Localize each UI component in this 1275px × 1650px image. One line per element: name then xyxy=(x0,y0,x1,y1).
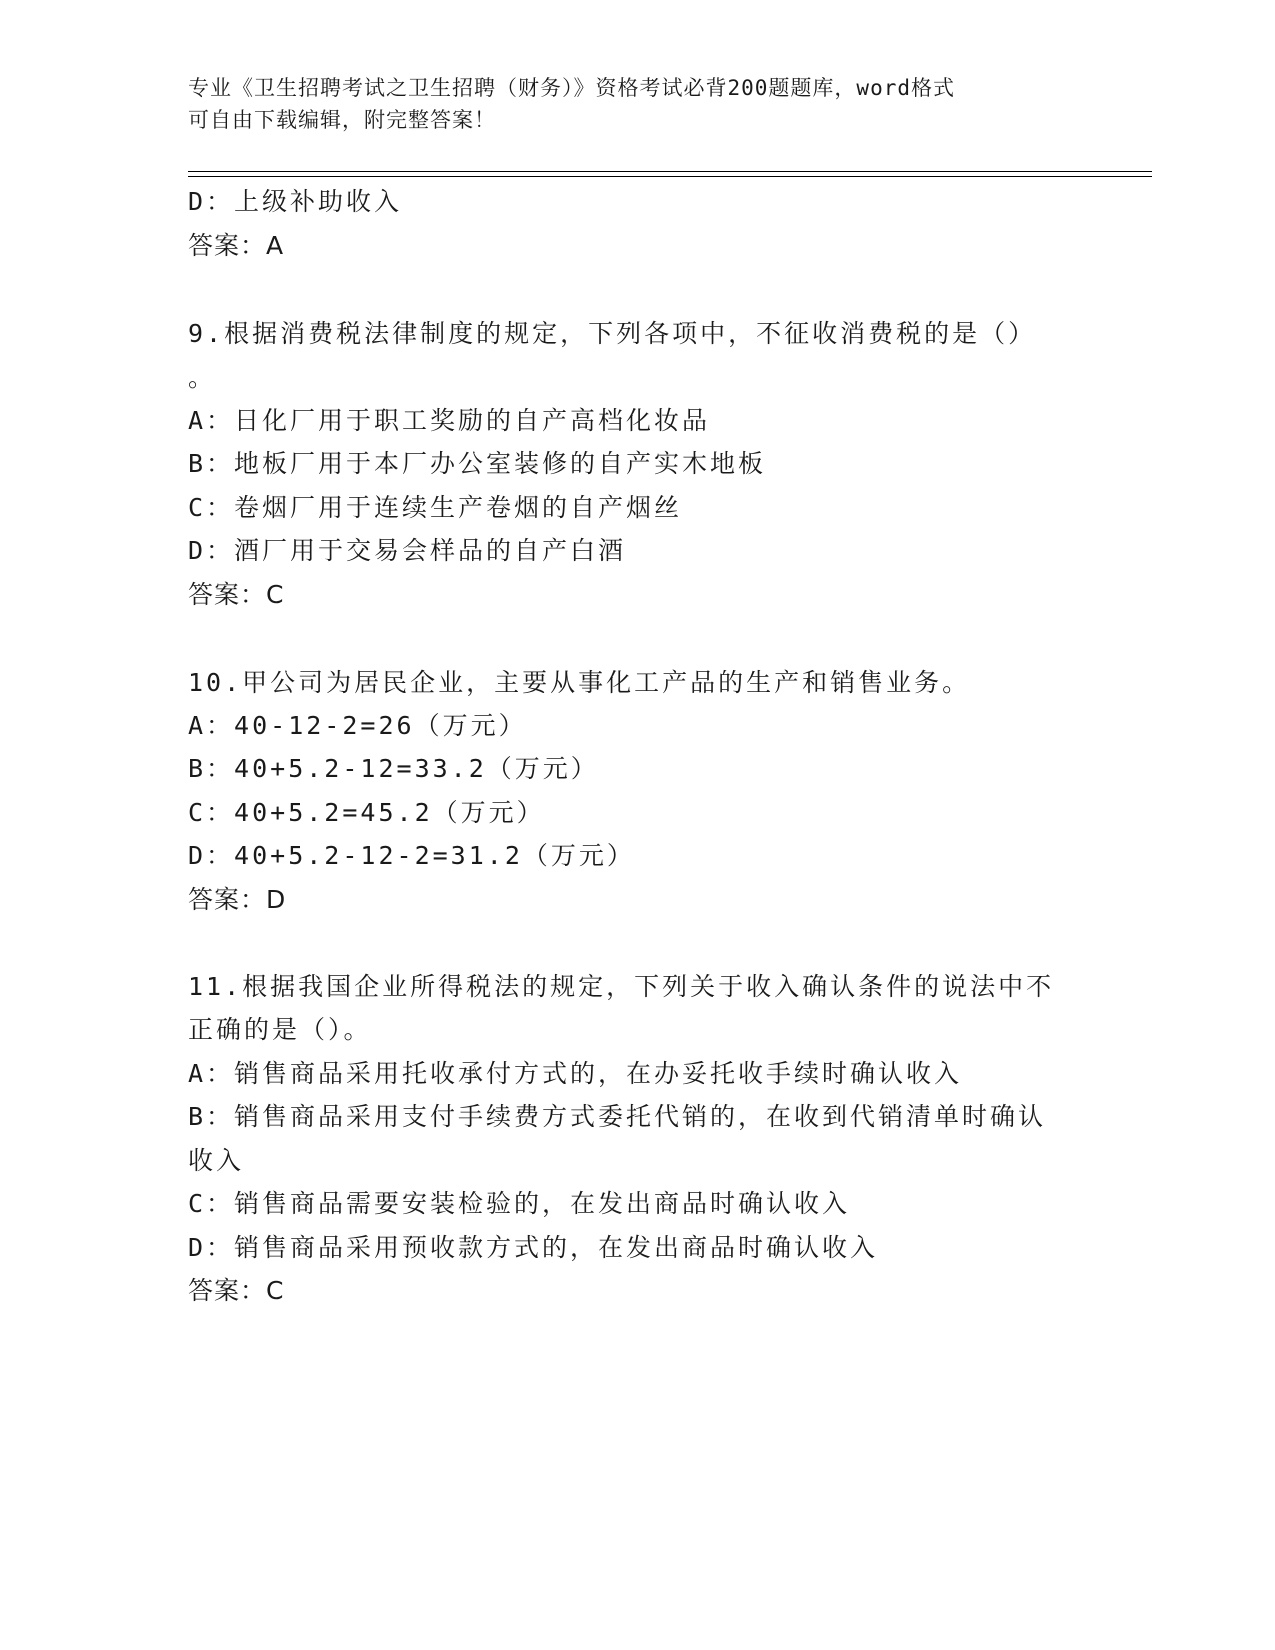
q11-option-b-line-1: B：销售商品采用支付手续费方式委托代销的，在收到代销清单时确认 xyxy=(188,1102,1047,1131)
document-title xyxy=(188,72,1088,136)
q11-option-b-line-2: 收入 xyxy=(188,1146,245,1175)
prev-answer: 答案：A xyxy=(188,231,285,260)
q10-option-d: D：40+5.2-12-2=31.2（万元） xyxy=(188,841,635,870)
q9-stem-line-2: 。 xyxy=(188,363,217,392)
q11-option-a: A：销售商品采用托收承付方式的，在办妥托收手续时确认收入 xyxy=(188,1059,963,1088)
q9-answer: 答案：C xyxy=(188,580,285,609)
q9-option-b: B：地板厂用于本厂办公室装修的自产实木地板 xyxy=(188,449,767,478)
q11-option-c: C：销售商品需要安装检验的，在发出商品时确认收入 xyxy=(188,1189,851,1218)
title-line-2: 可自由下载编辑，附完整答案！ xyxy=(188,108,496,132)
q9-option-a: A：日化厂用于职工奖励的自产高档化妆品 xyxy=(188,406,711,435)
q11-option-d: D：销售商品采用预收款方式的，在发出商品时确认收入 xyxy=(188,1233,879,1262)
q10-stem-line-1: 10.甲公司为居民企业，主要从事化工产品的生产和销售业务。 xyxy=(188,668,971,697)
q11-stem-line-1: 11.根据我国企业所得税法的规定，下列关于收入确认条件的说法中不 xyxy=(188,972,1055,1001)
q9-option-c: C：卷烟厂用于连续生产卷烟的自产烟丝 xyxy=(188,493,683,522)
title-line-1: 专业《卫生招聘考试之卫生招聘（财务）》资格考试必背200题题库，word格式 xyxy=(188,76,955,100)
q9-option-d: D：酒厂用于交易会样品的自产白酒 xyxy=(188,536,627,565)
header-divider-top xyxy=(188,171,1152,172)
q11-stem-line-2: 正确的是（）。 xyxy=(188,1015,372,1044)
q10-answer: 答案：D xyxy=(188,885,287,914)
header-divider-bottom xyxy=(188,176,1152,177)
q11-answer: 答案：C xyxy=(188,1276,285,1305)
q9-stem-line-1: 9.根据消费税法律制度的规定，下列各项中，不征收消费税的是（） xyxy=(188,319,1037,348)
q10-option-b: B：40+5.2-12=33.2（万元） xyxy=(188,754,599,783)
prev-option-d: D：上级补助收入 xyxy=(188,187,403,216)
q10-option-a: A：40-12-2=26（万元） xyxy=(188,711,527,740)
q10-option-c: C：40+5.2=45.2（万元） xyxy=(188,798,545,827)
